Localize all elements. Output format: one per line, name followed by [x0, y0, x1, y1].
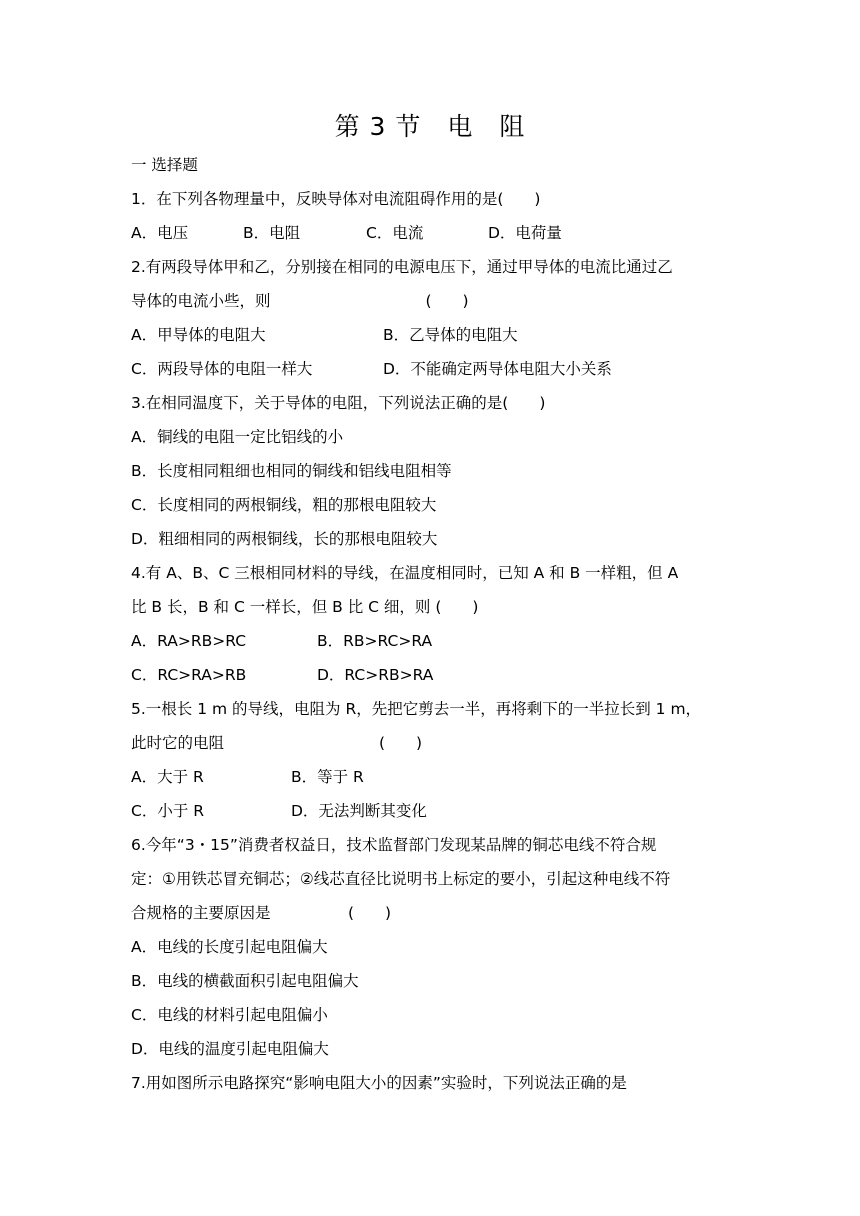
- option-b: B．等于 R: [291, 768, 364, 786]
- question-6-option-c: C．电线的材料引起电阻偏小: [131, 1006, 328, 1024]
- question-1-options: [131, 221, 731, 245]
- option-d: D．RC>RB>RA: [317, 666, 434, 684]
- question-6-stem-line-1: 6.今年“3・15”消费者权益日，技术监督部门发现某品牌的铜芯电线不符合规: [131, 836, 657, 854]
- option-a: A．RA>RB>RC: [131, 632, 247, 650]
- question-3-option-b: B．长度相同粗细也相同的铜线和铝线电阻相等: [131, 462, 452, 480]
- option-a: A．大于 R: [131, 768, 204, 786]
- question-5-options-row-1: [131, 765, 731, 789]
- option-b: B．乙导体的电阻大: [383, 326, 518, 344]
- option-d: D．不能确定两导体电阻大小关系: [383, 360, 612, 378]
- question-5-stem-line-1: 5.一根长 1 m 的导线，电阻为 R，先把它剪去一半，再将剩下的一半拉长到 1 m，: [131, 700, 702, 718]
- question-4-stem-line-1: 4.有 A、B、C 三根相同材料的导线，在温度相同时，已知 A 和 B 一样粗，但 A: [131, 564, 679, 582]
- option-c: C．电流: [366, 224, 424, 242]
- question-4-options-row-2: [131, 663, 731, 687]
- question-2-stem-line-1: 2.有两段导体甲和乙，分别接在相同的电源电压下，通过甲导体的电流比通过乙: [131, 258, 673, 276]
- question-5-options-row-2: [131, 799, 731, 823]
- question-6-stem-line-2: 定：①用铁芯冒充铜芯；②线芯直径比说明书上标定的要小，引起这种电线不符: [131, 870, 671, 888]
- page-title: 第 3 节 电 阻: [334, 112, 526, 141]
- question-4-options-row-1: [131, 629, 731, 653]
- question-6-option-d: D．电线的温度引起电阻偏大: [131, 1040, 329, 1058]
- question-3-option-a: A．铜线的电阻一定比铝线的小: [131, 428, 344, 446]
- question-2-options-row-1: [131, 323, 731, 347]
- option-d: D．无法判断其变化: [291, 802, 427, 820]
- question-3-option-c: C．长度相同的两根铜线，粗的那根电阻较大: [131, 496, 437, 514]
- section-heading: 一 选择题: [131, 156, 198, 174]
- option-b: B．RB>RC>RA: [317, 632, 433, 650]
- question-2-stem-line-2: 导体的电流小些，则 ( ): [131, 292, 469, 310]
- question-1-stem: 1．在下列各物理量中，反映导体对电流阻碍作用的是( ): [131, 190, 541, 208]
- question-2-options-row-2: [131, 357, 731, 381]
- option-b: B．电阻: [243, 224, 301, 242]
- question-6-option-b: B．电线的横截面积引起电阻偏大: [131, 972, 359, 990]
- question-5-stem-line-2: 此时它的电阻 ( ): [131, 734, 423, 752]
- question-6-option-a: A．电线的长度引起电阻偏大: [131, 938, 328, 956]
- question-6-stem-line-3: 合规格的主要原因是 ( ): [131, 904, 392, 922]
- option-c: C．RC>RA>RB: [131, 666, 247, 684]
- option-c: C．两段导体的电阻一样大: [131, 360, 313, 378]
- option-a: A．甲导体的电阻大: [131, 326, 266, 344]
- option-d: D．电荷量: [488, 224, 562, 242]
- option-c: C．小于 R: [131, 802, 205, 820]
- question-7-stem: 7.用如图所示电路探究“影响电阻大小的因素”实验时，下列说法正确的是: [131, 1074, 627, 1092]
- option-a: A．电压: [131, 224, 189, 242]
- question-3-option-d: D．粗细相同的两根铜线，长的那根电阻较大: [131, 530, 438, 548]
- question-4-stem-line-2: 比 B 长，B 和 C 一样长，但 B 比 C 细，则 ( ): [131, 598, 479, 616]
- question-3-stem: 3.在相同温度下，关于导体的电阻，下列说法正确的是( ): [131, 394, 546, 412]
